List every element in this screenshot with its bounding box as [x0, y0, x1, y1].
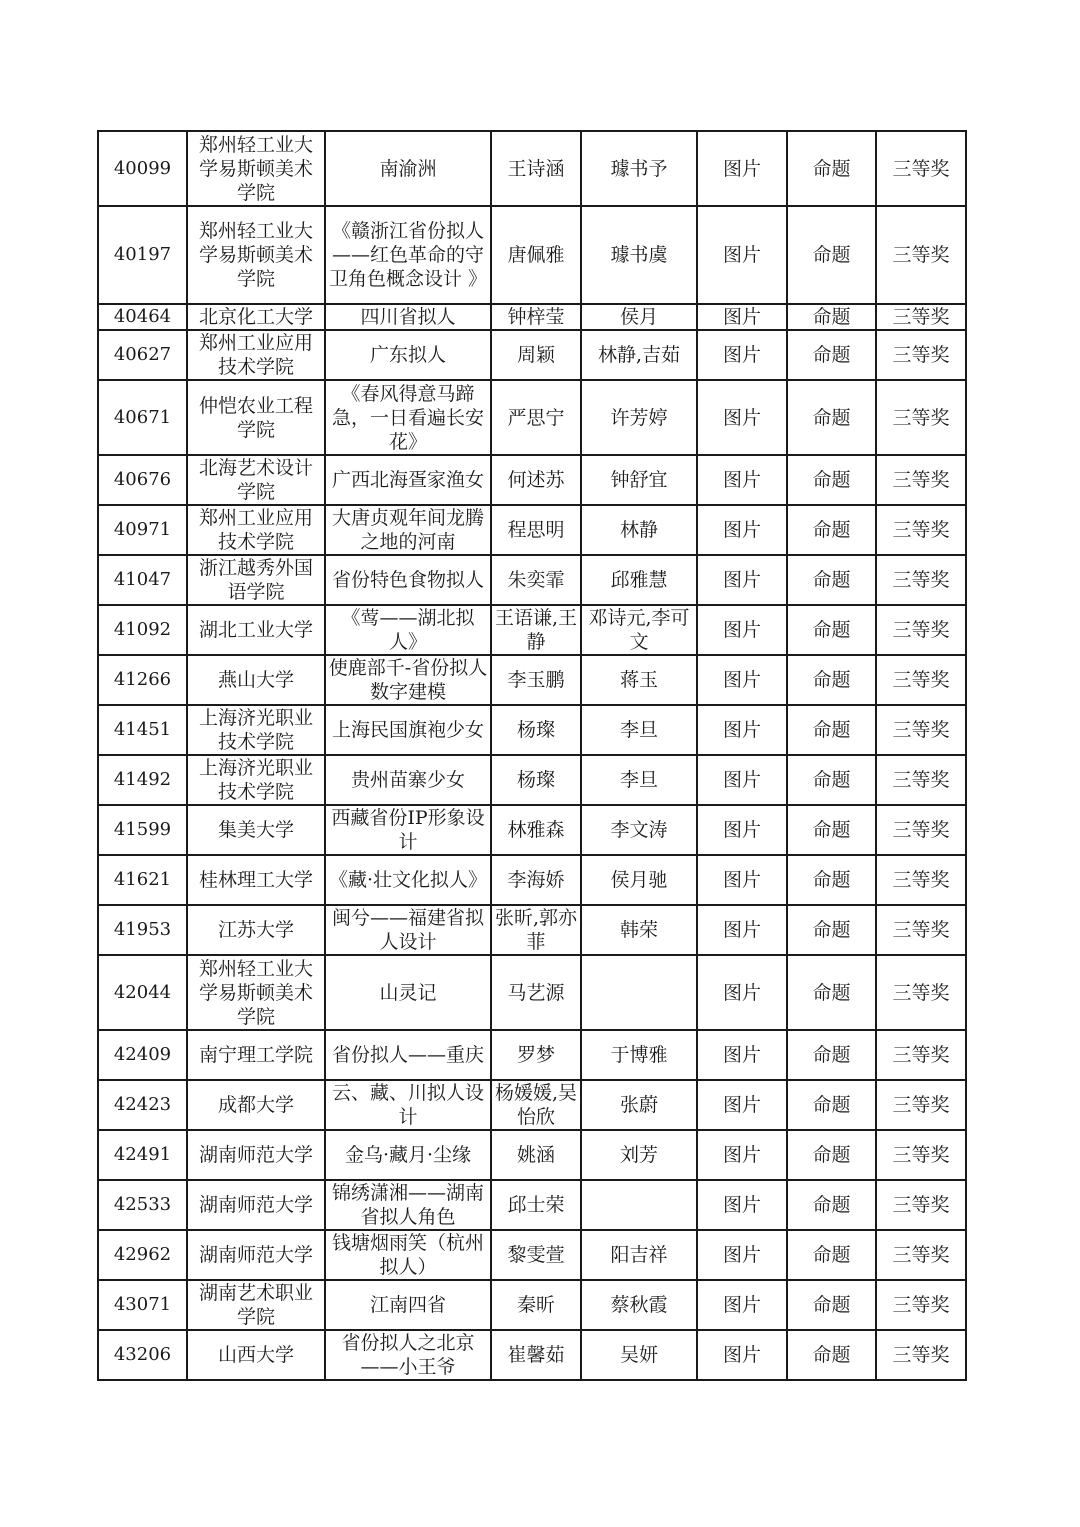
cell-author: 程思明 [491, 505, 581, 555]
cell-category: 命题 [787, 1180, 876, 1230]
cell-school: 郑州工业应用技术学院 [187, 330, 325, 380]
cell-advisor: 于博雅 [581, 1030, 697, 1080]
cell-author: 林雅森 [491, 805, 581, 855]
cell-school: 山西大学 [187, 1330, 325, 1380]
cell-award: 三等奖 [876, 855, 966, 905]
cell-advisor: 韩荣 [581, 905, 697, 955]
cell-type: 图片 [697, 905, 787, 955]
cell-type: 图片 [697, 505, 787, 555]
cell-id: 40197 [98, 206, 187, 304]
cell-type: 图片 [697, 705, 787, 755]
cell-school: 湖北工业大学 [187, 605, 325, 655]
table-row [98, 1080, 966, 1130]
cell-title: 省份特色食物拟人 [325, 555, 491, 605]
cell-id: 41492 [98, 755, 187, 805]
cell-title: 《春风得意马蹄急，一日看遍长安花》 [325, 380, 491, 455]
cell-id: 42533 [98, 1180, 187, 1230]
cell-type: 图片 [697, 380, 787, 455]
cell-advisor: 李旦 [581, 755, 697, 805]
cell-advisor: 张蔚 [581, 1080, 697, 1130]
cell-id: 41621 [98, 855, 187, 905]
cell-advisor: 璩书虞 [581, 206, 697, 304]
cell-school: 成都大学 [187, 1080, 325, 1130]
cell-award: 三等奖 [876, 1330, 966, 1380]
cell-school: 江苏大学 [187, 905, 325, 955]
cell-advisor [581, 955, 697, 1030]
cell-category: 命题 [787, 855, 876, 905]
cell-type: 图片 [697, 1280, 787, 1330]
awards-table [97, 130, 967, 1381]
cell-category: 命题 [787, 304, 876, 330]
table-row [98, 1180, 966, 1230]
cell-advisor: 钟舒宜 [581, 455, 697, 505]
cell-id: 41092 [98, 605, 187, 655]
cell-type: 图片 [697, 131, 787, 206]
cell-category: 命题 [787, 131, 876, 206]
cell-school: 集美大学 [187, 805, 325, 855]
cell-advisor: 李旦 [581, 705, 697, 755]
cell-award: 三等奖 [876, 805, 966, 855]
cell-title: 使鹿部千-省份拟人数字建模 [325, 655, 491, 705]
cell-school: 湖南师范大学 [187, 1230, 325, 1280]
cell-author: 唐佩雅 [491, 206, 581, 304]
cell-category: 命题 [787, 1280, 876, 1330]
table-row [98, 1230, 966, 1280]
cell-category: 命题 [787, 505, 876, 555]
cell-id: 40971 [98, 505, 187, 555]
table-row [98, 1030, 966, 1080]
cell-award: 三等奖 [876, 905, 966, 955]
cell-id: 41953 [98, 905, 187, 955]
cell-id: 41451 [98, 705, 187, 755]
cell-type: 图片 [697, 455, 787, 505]
cell-author: 邱士荣 [491, 1180, 581, 1230]
cell-category: 命题 [787, 1330, 876, 1380]
cell-author: 杨璨 [491, 705, 581, 755]
cell-type: 图片 [697, 805, 787, 855]
cell-author: 李海娇 [491, 855, 581, 905]
cell-title: 大唐贞观年间龙腾之地的河南 [325, 505, 491, 555]
cell-title: 上海民国旗袍少女 [325, 705, 491, 755]
cell-id: 40671 [98, 380, 187, 455]
table-row [98, 655, 966, 705]
cell-advisor: 阳吉祥 [581, 1230, 697, 1280]
cell-author: 杨璨 [491, 755, 581, 805]
cell-type: 图片 [697, 1230, 787, 1280]
cell-type: 图片 [697, 955, 787, 1030]
table-row [98, 905, 966, 955]
cell-title: 闽兮——福建省拟人设计 [325, 905, 491, 955]
cell-title: 江南四省 [325, 1280, 491, 1330]
cell-title: 《莺——湖北拟人》 [325, 605, 491, 655]
cell-type: 图片 [697, 330, 787, 380]
table-row [98, 755, 966, 805]
table-row [98, 955, 966, 1030]
cell-award: 三等奖 [876, 1180, 966, 1230]
cell-author: 马艺源 [491, 955, 581, 1030]
table-row [98, 805, 966, 855]
cell-title: 西藏省份IP形象设计 [325, 805, 491, 855]
cell-id: 42962 [98, 1230, 187, 1280]
cell-title: 广东拟人 [325, 330, 491, 380]
cell-title: 南渝洲 [325, 131, 491, 206]
cell-title: 广西北海疍家渔女 [325, 455, 491, 505]
cell-id: 40676 [98, 455, 187, 505]
table-row [98, 131, 966, 206]
cell-award: 三等奖 [876, 1130, 966, 1180]
cell-school: 湖南师范大学 [187, 1180, 325, 1230]
cell-category: 命题 [787, 555, 876, 605]
table-row [98, 206, 966, 304]
cell-school: 上海济光职业技术学院 [187, 705, 325, 755]
cell-award: 三等奖 [876, 605, 966, 655]
table-row [98, 555, 966, 605]
cell-title: 省份拟人之北京——小王爷 [325, 1330, 491, 1380]
cell-school: 燕山大学 [187, 655, 325, 705]
cell-school: 郑州轻工业大学易斯顿美术学院 [187, 955, 325, 1030]
cell-category: 命题 [787, 805, 876, 855]
table-row [98, 605, 966, 655]
cell-author: 何述苏 [491, 455, 581, 505]
cell-category: 命题 [787, 1130, 876, 1180]
cell-id: 40627 [98, 330, 187, 380]
cell-award: 三等奖 [876, 955, 966, 1030]
cell-award: 三等奖 [876, 131, 966, 206]
cell-advisor: 李文涛 [581, 805, 697, 855]
cell-type: 图片 [697, 755, 787, 805]
cell-category: 命题 [787, 705, 876, 755]
cell-award: 三等奖 [876, 755, 966, 805]
cell-author: 李玉鹏 [491, 655, 581, 705]
cell-title: 金乌·藏月·尘缘 [325, 1130, 491, 1180]
cell-id: 40099 [98, 131, 187, 206]
cell-school: 浙江越秀外国语学院 [187, 555, 325, 605]
cell-advisor: 邱雅慧 [581, 555, 697, 605]
cell-category: 命题 [787, 1230, 876, 1280]
cell-award: 三等奖 [876, 655, 966, 705]
cell-advisor: 刘芳 [581, 1130, 697, 1180]
cell-title: 云、藏、川拟人设计 [325, 1080, 491, 1130]
table-row [98, 705, 966, 755]
cell-title: 四川省拟人 [325, 304, 491, 330]
table-row [98, 855, 966, 905]
cell-advisor: 侯月驰 [581, 855, 697, 905]
cell-award: 三等奖 [876, 505, 966, 555]
cell-school: 桂林理工大学 [187, 855, 325, 905]
cell-school: 北海艺术设计学院 [187, 455, 325, 505]
cell-advisor: 邓诗元,李可文 [581, 605, 697, 655]
table-row [98, 330, 966, 380]
cell-category: 命题 [787, 955, 876, 1030]
cell-advisor: 林静,吉茹 [581, 330, 697, 380]
cell-category: 命题 [787, 1030, 876, 1080]
cell-id: 42491 [98, 1130, 187, 1180]
cell-author: 杨媛媛,吴怡欣 [491, 1080, 581, 1130]
cell-category: 命题 [787, 755, 876, 805]
cell-author: 罗梦 [491, 1030, 581, 1080]
cell-award: 三等奖 [876, 1080, 966, 1130]
cell-title: 钱塘烟雨笑（杭州拟人） [325, 1230, 491, 1280]
cell-type: 图片 [697, 304, 787, 330]
cell-title: 《藏·壮文化拟人》 [325, 855, 491, 905]
cell-category: 命题 [787, 655, 876, 705]
cell-type: 图片 [697, 605, 787, 655]
cell-author: 黎雯萱 [491, 1230, 581, 1280]
cell-title: 山灵记 [325, 955, 491, 1030]
cell-author: 张昕,郭亦菲 [491, 905, 581, 955]
cell-school: 仲恺农业工程学院 [187, 380, 325, 455]
cell-advisor: 侯月 [581, 304, 697, 330]
cell-author: 严思宁 [491, 380, 581, 455]
cell-school: 郑州工业应用技术学院 [187, 505, 325, 555]
cell-id: 42423 [98, 1080, 187, 1130]
cell-school: 上海济光职业技术学院 [187, 755, 325, 805]
cell-author: 周颖 [491, 330, 581, 380]
cell-id: 42044 [98, 955, 187, 1030]
cell-author: 崔馨茹 [491, 1330, 581, 1380]
cell-advisor: 蔡秋霞 [581, 1280, 697, 1330]
cell-advisor: 林静 [581, 505, 697, 555]
cell-award: 三等奖 [876, 555, 966, 605]
cell-advisor: 蒋玉 [581, 655, 697, 705]
cell-author: 钟梓莹 [491, 304, 581, 330]
cell-school: 湖南艺术职业学院 [187, 1280, 325, 1330]
cell-author: 王语谦,王静 [491, 605, 581, 655]
cell-title: 贵州苗寨少女 [325, 755, 491, 805]
cell-id: 40464 [98, 304, 187, 330]
cell-award: 三等奖 [876, 380, 966, 455]
cell-award: 三等奖 [876, 1030, 966, 1080]
cell-advisor: 许芳婷 [581, 380, 697, 455]
cell-title: 《赣浙江省份拟人——红色革命的守卫角色概念设计 》 [325, 206, 491, 304]
table-row [98, 1130, 966, 1180]
table-row [98, 1330, 966, 1380]
cell-category: 命题 [787, 905, 876, 955]
cell-id: 42409 [98, 1030, 187, 1080]
table-body [98, 131, 966, 1380]
cell-category: 命题 [787, 380, 876, 455]
cell-title: 锦绣潇湘——湖南省拟人角色 [325, 1180, 491, 1230]
table-row [98, 1280, 966, 1330]
cell-id: 43071 [98, 1280, 187, 1330]
cell-author: 王诗涵 [491, 131, 581, 206]
cell-school: 南宁理工学院 [187, 1030, 325, 1080]
table-row [98, 304, 966, 330]
cell-type: 图片 [697, 206, 787, 304]
cell-title: 省份拟人——重庆 [325, 1030, 491, 1080]
cell-advisor [581, 1180, 697, 1230]
cell-category: 命题 [787, 206, 876, 304]
cell-award: 三等奖 [876, 304, 966, 330]
cell-type: 图片 [697, 1180, 787, 1230]
cell-school: 郑州轻工业大学易斯顿美术学院 [187, 131, 325, 206]
cell-category: 命题 [787, 455, 876, 505]
cell-id: 41599 [98, 805, 187, 855]
cell-award: 三等奖 [876, 1230, 966, 1280]
cell-award: 三等奖 [876, 705, 966, 755]
cell-school: 湖南师范大学 [187, 1130, 325, 1180]
cell-category: 命题 [787, 1080, 876, 1130]
cell-author: 姚涵 [491, 1130, 581, 1180]
cell-award: 三等奖 [876, 330, 966, 380]
cell-type: 图片 [697, 855, 787, 905]
cell-category: 命题 [787, 605, 876, 655]
cell-school: 郑州轻工业大学易斯顿美术学院 [187, 206, 325, 304]
cell-school: 北京化工大学 [187, 304, 325, 330]
cell-type: 图片 [697, 1030, 787, 1080]
cell-award: 三等奖 [876, 1280, 966, 1330]
cell-type: 图片 [697, 1130, 787, 1180]
table-row [98, 380, 966, 455]
cell-type: 图片 [697, 555, 787, 605]
table-row [98, 505, 966, 555]
cell-type: 图片 [697, 1330, 787, 1380]
cell-author: 朱奕霏 [491, 555, 581, 605]
cell-type: 图片 [697, 655, 787, 705]
table-row [98, 455, 966, 505]
cell-award: 三等奖 [876, 206, 966, 304]
cell-author: 秦昕 [491, 1280, 581, 1330]
cell-type: 图片 [697, 1080, 787, 1130]
cell-id: 43206 [98, 1330, 187, 1380]
cell-advisor: 吴妍 [581, 1330, 697, 1380]
cell-category: 命题 [787, 330, 876, 380]
cell-advisor: 璩书予 [581, 131, 697, 206]
cell-award: 三等奖 [876, 455, 966, 505]
cell-id: 41047 [98, 555, 187, 605]
cell-id: 41266 [98, 655, 187, 705]
